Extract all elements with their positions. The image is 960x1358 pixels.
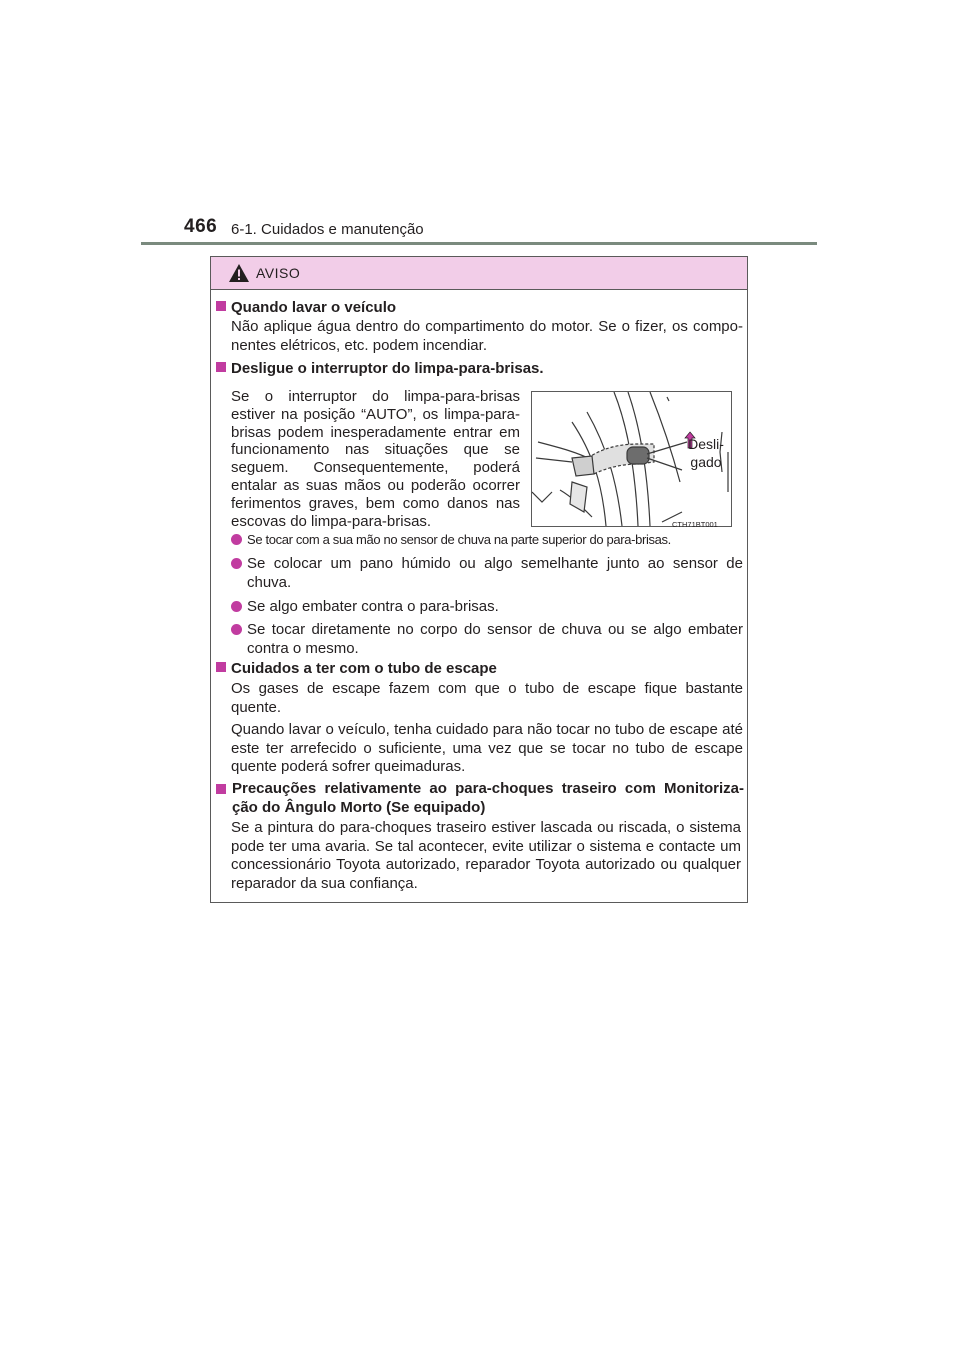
heading-washing: Quando lavar o veículo [216, 299, 396, 318]
bullet-item: Se tocar diretamente no corpo do sensor de chuva ou se algo embater contra o mesmo. [231, 621, 743, 658]
page-number: 466 [184, 216, 218, 237]
bullet-item: Se tocar com a sua mão no sensor de chuva na parte superior do para-brisas. [231, 531, 743, 550]
wiper-switch-figure [531, 391, 732, 527]
heading-rear-bumper: Precauções relativamente ao para-choques traseiro com Monitoriza-ção do Ângulo Morto (Se equipado) [216, 780, 744, 817]
header-rule [141, 242, 817, 245]
round-bullet-icon [231, 601, 242, 612]
bullet-item: Se colocar um pano húmido ou algo semelhante junto ao sensor de chuva. [231, 555, 743, 592]
figure-code: CTH71BT001 [672, 520, 718, 529]
round-bullet-icon [231, 624, 242, 635]
warning-box [210, 256, 748, 903]
square-bullet-icon [216, 662, 226, 672]
bullet-item: Se algo embater contra o para-brisas. [231, 598, 743, 617]
square-bullet-icon [216, 301, 226, 311]
warning-label: AVISO [256, 265, 301, 281]
heading-exhaust: Cuidados a ter com o tubo de escape [216, 660, 497, 679]
round-bullet-icon [231, 558, 242, 569]
warning-triangle-icon [228, 263, 250, 283]
paragraph-washing: Não aplique água dentro do compartimento do motor. Se o fizer, os compo-nentes elétricos, etc. podem incendiar. [231, 318, 743, 354]
heading-wiper-switch: Desligue o interruptor do limpa-para-brisas. [216, 360, 544, 379]
section-title: 6-1. Cuidados e manutenção [231, 221, 424, 238]
paragraph-exhaust-heat: Os gases de escape fazem com que o tubo de escape fique bastante quente. [231, 680, 743, 716]
paragraph-rear-bumper: Se a pintura do para-choques traseiro estiver lascada ou riscada, o sistema pode ter uma avaria. Se tal acontecer, evite utilizar o sistema e contacte um concessionário Toyota autorizado, reparador Toyota autorizado ou qualquer reparador da sua confiança. [231, 819, 741, 892]
square-bullet-icon [216, 362, 226, 372]
paragraph-wiper-switch: Se o interruptor do limpa-para-brisas estiver na posição “AUTO”, os limpa-para-brisas podem inesperadamente entrar em funcionamento nas situações que se seguem. Consequentemente, poderá entalar as suas mãos ou poderão ocorrer ferimentos graves, bem como danos nas escovas do limpa-para-brisas. [231, 388, 520, 530]
warning-header [211, 257, 747, 290]
paragraph-exhaust-washing: Quando lavar o veículo, tenha cuidado para não tocar no tubo de escape até este ter arrefecido o suficiente, uma vez que se tocar no tubo de escape quente poderá sofrer queimaduras. [231, 721, 743, 775]
figure-label: Desli- gado [688, 436, 724, 470]
square-bullet-icon [216, 784, 226, 794]
round-bullet-icon [231, 534, 242, 545]
